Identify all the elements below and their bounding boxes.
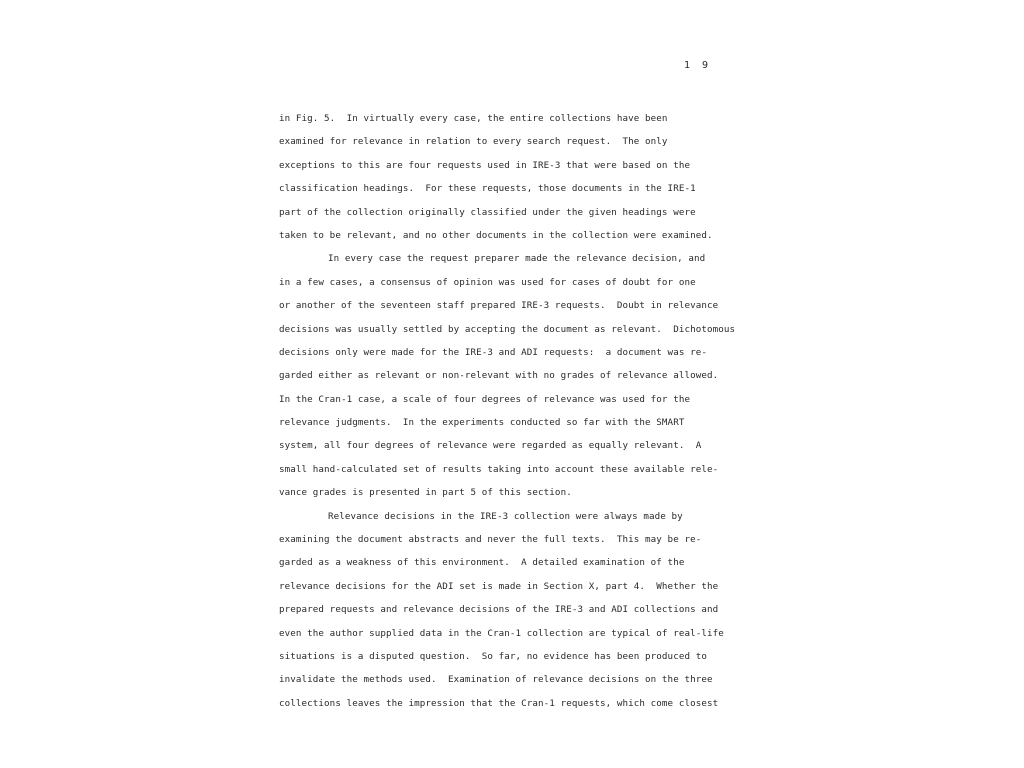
text-line: garded as a weakness of this environment. A detailed examination of the xyxy=(279,557,685,569)
text-line: examining the document abstracts and never the full texts. This may be re- xyxy=(279,534,702,546)
text-line: system, all four degrees of relevance were regarded as equally relevant. A xyxy=(279,440,702,452)
text-line: in Fig. 5. In virtually every case, the entire collections have been xyxy=(279,113,668,124)
text-line: examined for relevance in relation to every search request. The only xyxy=(279,136,668,148)
text-line: in a few cases, a consensus of opinion was used for cases of doubt for one xyxy=(279,276,696,288)
paragraph-3 xyxy=(279,505,729,716)
text-line: small hand-calculated set of results taking into account these available rele- xyxy=(279,463,719,475)
text-line: collections leaves the impression that the Cran-1 requests, which come closest xyxy=(279,697,719,709)
body-text xyxy=(279,107,736,715)
text-line: garded either as relevant or non-relevant with no grades of relevance allowed. xyxy=(279,370,719,382)
text-line: prepared requests and relevance decisions of the IRE-3 and ADI collections and xyxy=(279,604,719,616)
paragraph-1 xyxy=(279,107,729,247)
text-line: situations is a disputed question. So far, no evidence has been produced to xyxy=(279,650,707,662)
text-line: even the author supplied data in the Cran-1 collection are typical of real-life xyxy=(279,627,724,639)
text-line: relevance judgments. In the experiments conducted so far with the SMART xyxy=(279,417,685,429)
text-line: decisions only were made for the IRE-3 and ADI requests: a document was re- xyxy=(279,346,707,358)
text-line: invalidate the methods used. Examination of relevance decisions on the three xyxy=(279,674,713,686)
paragraph-2 xyxy=(279,247,736,504)
text-line: exceptions to this are four requests used in IRE-3 that were based on the xyxy=(279,159,691,171)
text-line: Relevance decisions in the IRE-3 collection were always made by xyxy=(328,510,683,522)
text-line: part of the collection originally classified under the given headings were xyxy=(279,206,696,218)
text-line: relevance decisions for the ADI set is made in Section X, part 4. Whether the xyxy=(279,580,719,592)
text-line: classification headings. For these requests, those documents in the IRE-1 xyxy=(279,183,696,195)
text-line: vance grades is presented in part 5 of this section. xyxy=(279,487,572,499)
text-line: In the Cran-1 case, a scale of four degrees of relevance was used for the xyxy=(279,393,691,405)
text-line: or another of the seventeen staff prepared IRE-3 requests. Doubt in relevance xyxy=(279,300,719,312)
page-number: 1 9 xyxy=(684,60,712,71)
text-line: taken to be relevant, and no other documents in the collection were examined. xyxy=(279,229,713,241)
text-line: decisions was usually settled by accepting the document as relevant. Dichotomous xyxy=(279,323,736,335)
text-line: In every case the request preparer made the relevance decision, and xyxy=(328,253,706,265)
